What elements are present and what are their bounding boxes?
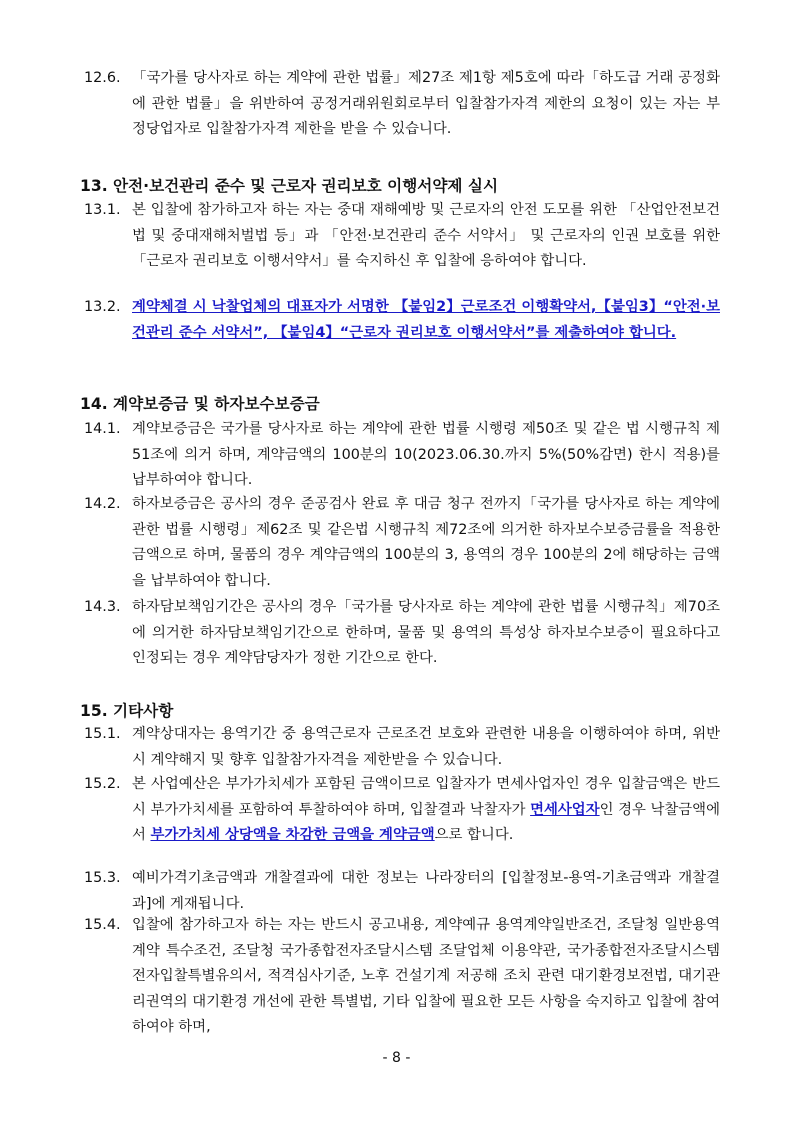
clause-13-2: [84, 295, 720, 346]
clause-15-3: [84, 866, 720, 917]
clause-text: [132, 198, 720, 275]
clause-number: 15.1.: [84, 726, 121, 742]
clause-15-4: [84, 913, 720, 1041]
highlighted-text: 부가가치세 상당액을 차감한 금액을 계약금액: [150, 827, 435, 843]
clause-text: [132, 66, 720, 143]
highlighted-text: 계약체결 시 낙찰업체의 대표자가 서명한 【붙임2】근로조건 이행확약서,【붙임3】“안전·보건관리 준수 서약서”, 【붙임4】“근로자 권리보호 이행서약서”를 제출하여야 합니다.: [132, 299, 720, 341]
text-run: 본 입찰에 참가하고자 하는 자는 중대 재해예방 및 근로자의 안전 도모를 위한 「산업안전보건법 및 중대재해처벌법 등」과 「안전·보건관리 준수 서약서」 및 근로자의 인권 보호를 위한 「근로자 권리보호 이행서약서」를 숙지하신 후 입찰에 응하여야 합니다.: [132, 202, 720, 269]
clause-12-6: [84, 66, 720, 143]
clause-number: 13.1.: [84, 202, 121, 218]
section-heading-15: 15. 기타사항: [80, 702, 174, 720]
text-run: 입찰에 참가하고자 하는 자는 반드시 공고내용, 계약예규 용역계약일반조건, 조달청 일반용역계약 특수조건, 조달청 국가종합전자조달시스템 조달업체 이용약관, 국가종합전자조달시스템 전자입찰특별유의서, 적격심사기준, 노후 건설기계 저공해 조치 관련 대기환경보전법, 대기관리권역의 대기환경 개선에 관한 특별법, 기타 입찰에 필요한 모든 사항을 숙지하고 입찰에 참여하여야 하며,: [132, 917, 720, 1035]
clause-14-3: [84, 595, 720, 672]
clause-number: 15.4.: [84, 917, 121, 933]
clause-text: [132, 866, 720, 917]
clause-text: [132, 913, 720, 1041]
section-heading-13: 13. 안전·보건관리 준수 및 근로자 권리보호 이행서약제 실시: [80, 177, 499, 195]
text-run: 인 경우 낙찰금액에서: [132, 801, 720, 843]
clause-text: [132, 722, 720, 773]
clause-text: [132, 295, 720, 346]
clause-number: 14.1.: [84, 421, 121, 437]
clause-number: 12.6.: [84, 70, 121, 86]
page-number: - 8 -: [382, 1050, 411, 1066]
text-run: 으로 합니다.: [434, 827, 514, 843]
clause-text: [132, 492, 720, 594]
clause-number: 15.3.: [84, 870, 121, 886]
text-run: 하자담보책임기간은 공사의 경우「국가를 당사자로 하는 계약에 관한 법률 시행규칙」제70조에 의거한 하자담보책임기간으로 한하며, 물품 및 용역의 특성상 하자보수보증이 필요하다고 인정되는 경우 계약담당자가 정한 기간으로 한다.: [132, 599, 720, 666]
clause-number: 15.2.: [84, 776, 121, 792]
clause-13-1: [84, 198, 720, 275]
clause-number: 13.2.: [84, 299, 121, 315]
clause-14-2: [84, 492, 720, 594]
clause-number: 14.2.: [84, 496, 121, 512]
text-run: 본 사업예산은 부가가치세가 포함된 금액이므로 입찰자가 면세사업자인 경우 입찰금액은 반드시 부가가치세를 포함하여 투찰하여야 하며, 입찰결과 낙찰자가: [132, 776, 720, 818]
clause-text: [132, 417, 720, 494]
clause-15-2: [84, 772, 720, 849]
text-run: 하자보증금은 공사의 경우 준공검사 완료 후 대금 청구 전까지「국가를 당사자로 하는 계약에 관한 법률 시행령」제62조 및 같은법 시행규칙 제72조에 의거한 하자보수보증금률을 적용한 금액으로 하며, 물품의 경우 계약금액의 100분의 3, 용역의 경우 100분의 2에 해당하는 금액을 납부하여야 합니다.: [132, 496, 720, 589]
clause-number: 14.3.: [84, 599, 121, 615]
clause-text: [132, 772, 720, 849]
highlighted-text: 면세사업자: [530, 801, 600, 818]
section-heading-14: 14. 계약보증금 및 하자보수보증금: [80, 395, 320, 413]
text-run: 계약보증금은 국가를 당사자로 하는 계약에 관한 법률 시행령 제50조 및 같은 법 시행규칙 제51조에 의거 하며, 계약금액의 100분의 10(2023.06.30.까지 5%(50%감면) 한시 적용)를 납부하여야 합니다.: [132, 421, 720, 488]
text-run: 계약상대자는 용역기간 중 용역근로자 근로조건 보호와 관련한 내용을 이행하여야 하며, 위반 시 계약해지 및 향후 입찰참가자격을 제한받을 수 있습니다.: [132, 726, 720, 768]
clause-15-1: [84, 722, 720, 773]
clause-14-1: [84, 417, 720, 494]
clause-text: [132, 595, 720, 672]
text-run: 「국가를 당사자로 하는 계약에 관한 법률」제27조 제1항 제5호에 따라「하도급 거래 공정화에 관한 법률」을 위반하여 공정거래위원회로부터 입찰참가자격 제한의 요청이 있는 자는 부정당업자로 입찰참가자격 제한을 받을 수 있습니다.: [132, 70, 720, 137]
text-run: 예비가격기초금액과 개찰결과에 대한 정보는 나라장터의 [입찰정보-용역-기초금액과 개찰결과]에 게재됩니다.: [132, 870, 720, 912]
